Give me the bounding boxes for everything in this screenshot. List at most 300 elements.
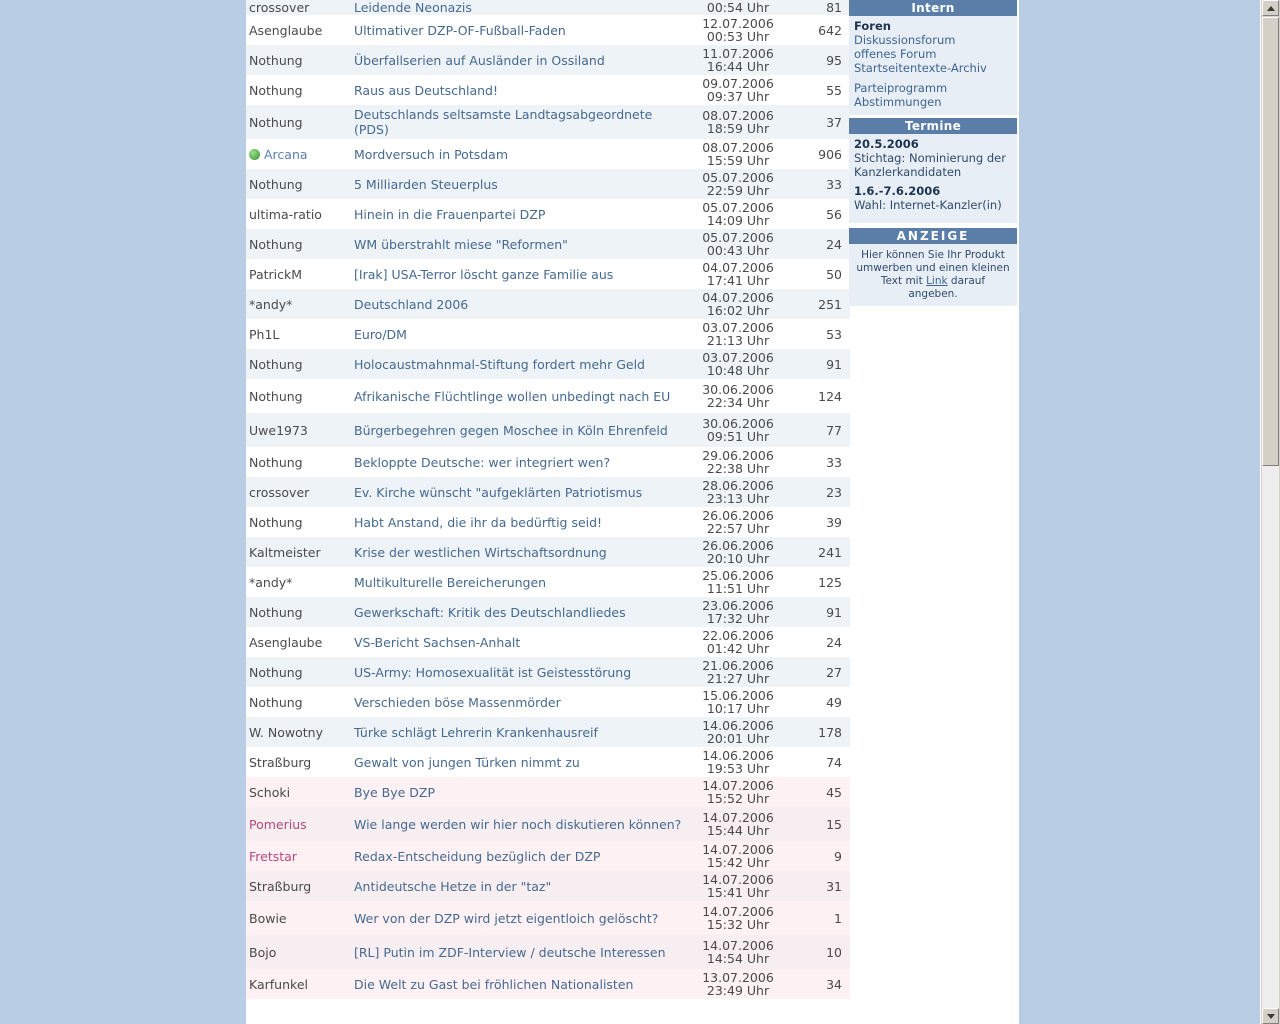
thread-reply-count: 1 — [834, 910, 842, 926]
thread-date: 05.07.2006 — [702, 230, 774, 245]
thread-title-link[interactable]: Hinein in die Frauenpartei DZP — [354, 206, 546, 222]
thread-author-cell — [246, 105, 354, 139]
thread-time: 09:37 Uhr — [706, 89, 770, 104]
sidebar-link-abstimmungen[interactable]: Abstimmungen — [854, 95, 942, 109]
sidebar-link-diskussionsforum[interactable]: Diskussionsforum — [854, 33, 956, 47]
thread-author-cell — [246, 289, 354, 319]
thread-title-cell — [354, 477, 690, 507]
thread-author-cell — [246, 627, 354, 657]
table-row[interactable] — [246, 935, 850, 969]
thread-date: 09.07.2006 — [702, 76, 774, 91]
thread-date: 05.07.2006 — [702, 200, 774, 215]
thread-reply-count: 906 — [818, 146, 842, 162]
sidebar-anzeige-box — [849, 228, 1017, 306]
termin-date: 1.6.-7.6.2006 — [854, 184, 941, 198]
thread-time: 21:27 Uhr — [706, 671, 770, 686]
table-row[interactable] — [246, 0, 850, 15]
thread-title-link[interactable]: Raus aus Deutschland! — [354, 82, 498, 98]
thread-author-cell — [246, 537, 354, 567]
thread-title-link[interactable]: Deutschland 2006 — [354, 296, 469, 312]
thread-date: 14.06.2006 — [702, 748, 774, 763]
scrollbar-track[interactable] — [1262, 466, 1279, 1008]
thread-author-cell — [246, 349, 354, 379]
thread-author-cell — [246, 0, 354, 15]
thread-reply-count: 23 — [826, 484, 842, 500]
thread-author: Straßburg — [249, 878, 312, 894]
thread-author-cell — [246, 15, 354, 45]
thread-date: 14.07.2006 — [702, 810, 774, 825]
table-row[interactable] — [246, 139, 850, 169]
thread-author-cell — [246, 807, 354, 841]
thread-time: 14:54 Uhr — [706, 951, 770, 966]
table-row[interactable] — [246, 567, 850, 597]
termin-item — [854, 137, 1012, 179]
table-row[interactable] — [246, 747, 850, 777]
thread-title-cell — [354, 105, 690, 139]
thread-author-cell — [246, 507, 354, 537]
thread-title-link[interactable]: Afrikanische Flüchtlinge wollen unbedingt nach EU — [354, 388, 671, 404]
thread-author-cell — [246, 413, 354, 447]
thread-date-cell — [690, 447, 786, 477]
thread-title-link[interactable]: WM überstrahlt miese "Reformen" — [354, 236, 568, 252]
thread-title-cell — [354, 567, 690, 597]
thread-author-cell — [246, 935, 354, 969]
thread-author: Straßburg — [249, 754, 312, 770]
thread-time: 22:59 Uhr — [706, 183, 770, 198]
scrollbar-thumb[interactable] — [1262, 17, 1279, 466]
thread-date: 23.06.2006 — [702, 598, 774, 613]
thread-title-link[interactable]: Überfallserien auf Ausländer in Ossiland — [354, 52, 605, 68]
table-row[interactable] — [246, 627, 850, 657]
thread-date-cell — [690, 379, 786, 413]
thread-reply-count: 81 — [826, 0, 842, 15]
thread-title-cell — [354, 169, 690, 199]
thread-author: Nothung — [249, 236, 303, 252]
thread-reply-count: 49 — [826, 694, 842, 710]
thread-author: *andy* — [249, 296, 293, 312]
thread-reply-count: 251 — [818, 296, 842, 312]
thread-title-link[interactable]: Gewalt von jungen Türken nimmt zu — [354, 754, 580, 770]
thread-author-cell — [246, 597, 354, 627]
scrollbar-down-button[interactable] — [1262, 1008, 1279, 1024]
thread-list-table — [246, 0, 850, 999]
thread-time: 15:42 Uhr — [706, 855, 770, 870]
thread-reply-count: 124 — [818, 388, 842, 404]
thread-date-cell — [690, 413, 786, 447]
thread-title-cell — [354, 657, 690, 687]
thread-reply-count: 24 — [826, 236, 842, 252]
table-row[interactable] — [246, 45, 850, 75]
thread-author-cell — [246, 379, 354, 413]
thread-author-cell — [246, 871, 354, 901]
thread-date: 08.07.2006 — [702, 108, 774, 123]
thread-author: Nothung — [249, 176, 303, 192]
thread-title-link[interactable]: Bürgerbegehren gegen Moschee in Köln Ehrenfeld — [354, 422, 668, 438]
thread-time: 21:13 Uhr — [706, 333, 770, 348]
thread-date-cell — [690, 477, 786, 507]
thread-title-link[interactable]: Verschieden böse Massenmörder — [354, 694, 561, 710]
thread-date-cell — [690, 807, 786, 841]
thread-title-link[interactable]: Deutschlands seltsamste Landtagsabgeordnete (PDS) — [354, 107, 653, 137]
thread-date: 04.07.2006 — [702, 290, 774, 305]
thread-title-cell — [354, 447, 690, 477]
thread-title-cell — [354, 777, 690, 807]
thread-title-link[interactable]: Habt Anstand, die ihr da bedürftig seid! — [354, 514, 603, 530]
thread-time: 10:17 Uhr — [706, 701, 770, 716]
sidebar-anzeige-heading: ANZEIGE — [849, 228, 1017, 244]
thread-author-cell — [246, 319, 354, 349]
thread-author: Nothung — [249, 82, 303, 98]
thread-author: Nothung — [249, 114, 303, 130]
table-row[interactable] — [246, 537, 850, 567]
thread-date-cell — [690, 841, 786, 871]
thread-reply-count: 74 — [826, 754, 842, 770]
thread-author-cell — [246, 567, 354, 597]
thread-reply-count: 34 — [826, 976, 842, 992]
thread-author-cell — [246, 477, 354, 507]
thread-reply-count: 15 — [826, 816, 842, 832]
thread-title-link[interactable]: Krise der westlichen Wirtschaftsordnung — [354, 544, 607, 560]
thread-date: 26.06.2006 — [702, 538, 774, 553]
thread-date: 08.07.2006 — [702, 140, 774, 155]
thread-author: ultima-ratio — [249, 206, 322, 222]
thread-date-cell — [690, 901, 786, 935]
thread-title-cell — [354, 871, 690, 901]
right-background-band — [1019, 0, 1261, 1024]
sidebar-link-startseitentexte-archiv[interactable]: Startseitentexte-Archiv — [854, 61, 987, 75]
thread-time: 14:09 Uhr — [706, 213, 770, 228]
thread-date-cell — [690, 75, 786, 105]
thread-date: 15.06.2006 — [702, 688, 774, 703]
thread-date-cell — [690, 969, 786, 999]
thread-title-cell — [354, 45, 690, 75]
thread-date-cell — [690, 717, 786, 747]
thread-author: Nothung — [249, 514, 303, 530]
thread-title-cell — [354, 229, 690, 259]
thread-date-cell — [690, 0, 786, 15]
termin-text: Wahl: Internet-Kanzler(in) — [854, 198, 1002, 212]
thread-title-link[interactable]: [Irak] USA-Terror löscht ganze Familie aus — [354, 266, 614, 282]
thread-author-cell — [246, 969, 354, 999]
table-row[interactable] — [246, 901, 850, 935]
thread-title-link[interactable]: VS-Bericht Sachsen-Anhalt — [354, 634, 521, 650]
anzeige-link[interactable]: Link — [926, 275, 948, 287]
thread-title-cell — [354, 139, 690, 169]
table-row[interactable] — [246, 413, 850, 447]
thread-author: Karfunkel — [249, 976, 308, 992]
thread-date: 14.07.2006 — [702, 842, 774, 857]
thread-title-link[interactable]: Leidende Neonazis — [354, 0, 472, 15]
thread-reply-count: 241 — [818, 544, 842, 560]
thread-time: 15:52 Uhr — [706, 791, 770, 806]
table-row[interactable] — [246, 841, 850, 871]
sidebar-anzeige-body — [849, 244, 1017, 306]
thread-author: PatrickM — [249, 266, 303, 282]
thread-date-cell — [690, 139, 786, 169]
thread-time: 16:44 Uhr — [706, 59, 770, 74]
thread-time: 00:54 Uhr — [706, 0, 770, 15]
scrollbar-up-button[interactable] — [1262, 0, 1279, 16]
anzeige-text-after: darauf angeben. — [908, 275, 986, 300]
thread-title-link[interactable]: Wer von der DZP wird jetzt eigentloich gelöscht? — [354, 910, 659, 926]
thread-reply-count: 56 — [826, 206, 842, 222]
thread-date-cell — [690, 259, 786, 289]
thread-author-cell — [246, 139, 354, 169]
thread-title-link[interactable]: Mordversuch in Potsdam — [354, 146, 509, 162]
thread-reply-count: 77 — [826, 422, 842, 438]
table-row[interactable] — [246, 349, 850, 379]
thread-title-link[interactable]: Holocaustmahnmal-Stiftung fordert mehr Geld — [354, 356, 645, 372]
thread-title-link[interactable]: Bye Bye DZP — [354, 784, 435, 800]
thread-date-cell — [690, 105, 786, 139]
table-row[interactable] — [246, 75, 850, 105]
thread-reply-count: 91 — [826, 356, 842, 372]
sidebar-intern-heading: Intern — [849, 0, 1017, 16]
thread-title-cell — [354, 969, 690, 999]
table-row[interactable] — [246, 169, 850, 199]
thread-author-cell — [246, 45, 354, 75]
thread-time: 11:51 Uhr — [706, 581, 770, 596]
thread-title-cell — [354, 597, 690, 627]
thread-author: Schoki — [249, 784, 291, 800]
table-row[interactable] — [246, 259, 850, 289]
table-row[interactable] — [246, 687, 850, 717]
thread-date-cell — [690, 15, 786, 45]
thread-title-cell — [354, 75, 690, 105]
thread-date: 21.06.2006 — [702, 658, 774, 673]
thread-author: *andy* — [249, 574, 293, 590]
thread-time: 20:01 Uhr — [706, 731, 770, 746]
table-row[interactable] — [246, 15, 850, 45]
thread-list-body — [246, 0, 850, 999]
thread-title-link[interactable]: Ev. Kirche wünscht "aufgeklärten Patriotismus — [354, 484, 643, 500]
thread-reply-count: 55 — [826, 82, 842, 98]
table-row[interactable] — [246, 777, 850, 807]
thread-author: Ph1L — [249, 326, 280, 342]
thread-date-cell — [690, 45, 786, 75]
thread-author: Bojo — [249, 944, 277, 960]
thread-time: 01:42 Uhr — [706, 641, 770, 656]
thread-title-cell — [354, 349, 690, 379]
thread-time: 15:32 Uhr — [706, 917, 770, 932]
thread-author-cell — [246, 169, 354, 199]
table-row[interactable] — [246, 657, 850, 687]
table-row[interactable] — [246, 717, 850, 747]
sidebar-termine-heading: Termine — [849, 118, 1017, 134]
thread-date-cell — [690, 319, 786, 349]
sidebar-intern-group-partei — [854, 81, 1012, 109]
thread-title-link[interactable]: Redax-Entscheidung bezüglich der DZP — [354, 848, 601, 864]
thread-title-link[interactable]: Euro/DM — [354, 326, 407, 342]
thread-reply-count: 33 — [826, 176, 842, 192]
thread-time: 20:10 Uhr — [706, 551, 770, 566]
thread-title-cell — [354, 537, 690, 567]
thread-time: 10:48 Uhr — [706, 363, 770, 378]
thread-author: Nothung — [249, 694, 303, 710]
thread-date-cell — [690, 597, 786, 627]
thread-time: 17:41 Uhr — [706, 273, 770, 288]
thread-date: 14.07.2006 — [702, 872, 774, 887]
table-row[interactable] — [246, 447, 850, 477]
thread-author-cell — [246, 777, 354, 807]
thread-author: Nothung — [249, 664, 303, 680]
table-row[interactable] — [246, 871, 850, 901]
thread-date: 22.06.2006 — [702, 628, 774, 643]
thread-title-cell — [354, 413, 690, 447]
new-post-icon — [249, 149, 260, 160]
thread-date: 14.07.2006 — [702, 938, 774, 953]
termin-item — [854, 184, 1012, 212]
thread-title-link[interactable]: Multikulturelle Bereicherungen — [354, 574, 547, 590]
thread-title-cell — [354, 901, 690, 935]
thread-title-link[interactable]: 5 Milliarden Steuerplus — [354, 176, 498, 192]
thread-reply-count: 125 — [818, 574, 842, 590]
sidebar-intern-body — [849, 16, 1017, 115]
thread-date-cell — [690, 777, 786, 807]
thread-time: 16:02 Uhr — [706, 303, 770, 318]
table-row[interactable] — [246, 969, 850, 999]
thread-date-cell — [690, 657, 786, 687]
thread-date: 13.07.2006 — [702, 970, 774, 985]
termin-date: 20.5.2006 — [854, 137, 919, 151]
thread-author: Nothung — [249, 454, 303, 470]
thread-date: 28.06.2006 — [702, 478, 774, 493]
thread-title-cell — [354, 379, 690, 413]
thread-author: crossover — [249, 0, 310, 15]
table-row[interactable] — [246, 507, 850, 537]
thread-author-cell — [246, 657, 354, 687]
table-row[interactable] — [246, 229, 850, 259]
termin-text: Stichtag: Nominierung der Kanzlerkandidaten — [854, 151, 1006, 179]
sidebar-intern-group-foren — [854, 19, 1012, 75]
thread-author: Nothung — [249, 604, 303, 620]
thread-reply-count: 10 — [826, 944, 842, 960]
thread-author-cell — [246, 747, 354, 777]
thread-author-cell — [246, 687, 354, 717]
sidebar-link-offenes-forum[interactable]: offenes Forum — [854, 47, 937, 61]
thread-author: Asenglaube — [249, 634, 323, 650]
thread-date: 25.06.2006 — [702, 568, 774, 583]
left-background-band — [0, 0, 246, 1024]
thread-title-link[interactable]: Antideutsche Hetze in der "taz" — [354, 878, 552, 894]
sidebar-termine-body — [849, 134, 1017, 223]
thread-title-link[interactable]: Türke schlägt Lehrerin Krankenhausreif — [354, 724, 598, 740]
thread-date-cell — [690, 507, 786, 537]
thread-author-cell — [246, 75, 354, 105]
thread-time: 09:51 Uhr — [706, 429, 770, 444]
thread-author-cell — [246, 199, 354, 229]
chevron-down-icon — [1267, 1014, 1275, 1019]
thread-author: Nothung — [249, 356, 303, 372]
thread-reply-count: 24 — [826, 634, 842, 650]
table-row[interactable] — [246, 199, 850, 229]
thread-date-cell — [690, 747, 786, 777]
table-row[interactable] — [246, 477, 850, 507]
thread-title-cell — [354, 807, 690, 841]
thread-reply-count: 91 — [826, 604, 842, 620]
thread-title-link[interactable]: Bekloppte Deutsche: wer integriert wen? — [354, 454, 611, 470]
thread-date: 14.07.2006 — [702, 904, 774, 919]
thread-reply-count: 53 — [826, 326, 842, 342]
thread-time: 18:59 Uhr — [706, 121, 770, 136]
thread-time: 22:57 Uhr — [706, 521, 770, 536]
thread-author-cell — [246, 841, 354, 871]
thread-date-cell — [690, 349, 786, 379]
thread-time: 22:34 Uhr — [706, 395, 770, 410]
thread-time: 15:41 Uhr — [706, 885, 770, 900]
thread-title-cell — [354, 507, 690, 537]
thread-title-cell — [354, 627, 690, 657]
thread-date-cell — [690, 537, 786, 567]
thread-date: 26.06.2006 — [702, 508, 774, 523]
thread-reply-count: 642 — [818, 22, 842, 38]
table-row[interactable] — [246, 379, 850, 413]
thread-time: 15:44 Uhr — [706, 823, 770, 838]
thread-time: 00:43 Uhr — [706, 243, 770, 258]
thread-reply-count: 39 — [826, 514, 842, 530]
sidebar-link-parteiprogramm[interactable]: Parteiprogramm — [854, 81, 948, 95]
table-row[interactable] — [246, 319, 850, 349]
thread-date-cell — [690, 627, 786, 657]
chevron-up-icon — [1267, 6, 1275, 11]
thread-date-cell — [690, 687, 786, 717]
thread-author-cell — [246, 717, 354, 747]
thread-author: Nothung — [249, 52, 303, 68]
vertical-scrollbar[interactable] — [1260, 0, 1280, 1024]
thread-author: Kaltmeister — [249, 544, 321, 560]
thread-date: 05.07.2006 — [702, 170, 774, 185]
thread-title-cell — [354, 747, 690, 777]
thread-title-link[interactable]: Ultimativer DZP-OF-Fußball-Faden — [354, 22, 566, 38]
table-row[interactable] — [246, 597, 850, 627]
thread-title-link[interactable]: Gewerkschaft: Kritik des Deutschlandliedes — [354, 604, 626, 620]
thread-reply-count: 33 — [826, 454, 842, 470]
sidebar-intern-box — [849, 0, 1017, 115]
thread-date-cell — [690, 871, 786, 901]
thread-author-cell — [246, 229, 354, 259]
thread-time: 23:13 Uhr — [706, 491, 770, 506]
thread-date: 29.06.2006 — [702, 448, 774, 463]
thread-author: Pomerius — [249, 816, 307, 832]
anzeige-text-before: Hier können Sie Ihr Produkt umwerben und einen kleinen Text mit — [856, 249, 1010, 287]
thread-date: 14.07.2006 — [702, 778, 774, 793]
thread-author: Asenglaube — [249, 22, 323, 38]
thread-title-cell — [354, 259, 690, 289]
thread-title-cell — [354, 717, 690, 747]
thread-title-link[interactable]: [RL] Putin im ZDF-Interview / deutsche Interessen — [354, 944, 666, 960]
thread-title-cell — [354, 687, 690, 717]
thread-time: 19:53 Uhr — [706, 761, 770, 776]
thread-title-link[interactable]: Wie lange werden wir hier noch diskutieren können? — [354, 816, 682, 832]
table-row[interactable] — [246, 807, 850, 841]
sidebar-intern-group-title: Foren — [854, 19, 891, 33]
thread-author: Nothung — [249, 388, 303, 404]
thread-title-cell — [354, 935, 690, 969]
thread-reply-count: 27 — [826, 664, 842, 680]
thread-title-link[interactable]: Die Welt zu Gast bei fröhlichen Nationalisten — [354, 976, 634, 992]
table-row[interactable] — [246, 289, 850, 319]
thread-author-cell — [246, 901, 354, 935]
table-row[interactable] — [246, 105, 850, 139]
thread-title-link[interactable]: US-Army: Homosexualität ist Geistesstörung — [354, 664, 632, 680]
thread-time: 17:32 Uhr — [706, 611, 770, 626]
thread-author: Uwe1973 — [249, 422, 308, 438]
thread-author: crossover — [249, 484, 310, 500]
thread-reply-count: 31 — [826, 878, 842, 894]
thread-date-cell — [690, 935, 786, 969]
thread-time: 23:49 Uhr — [706, 983, 770, 998]
thread-author: Fretstar — [249, 848, 297, 864]
